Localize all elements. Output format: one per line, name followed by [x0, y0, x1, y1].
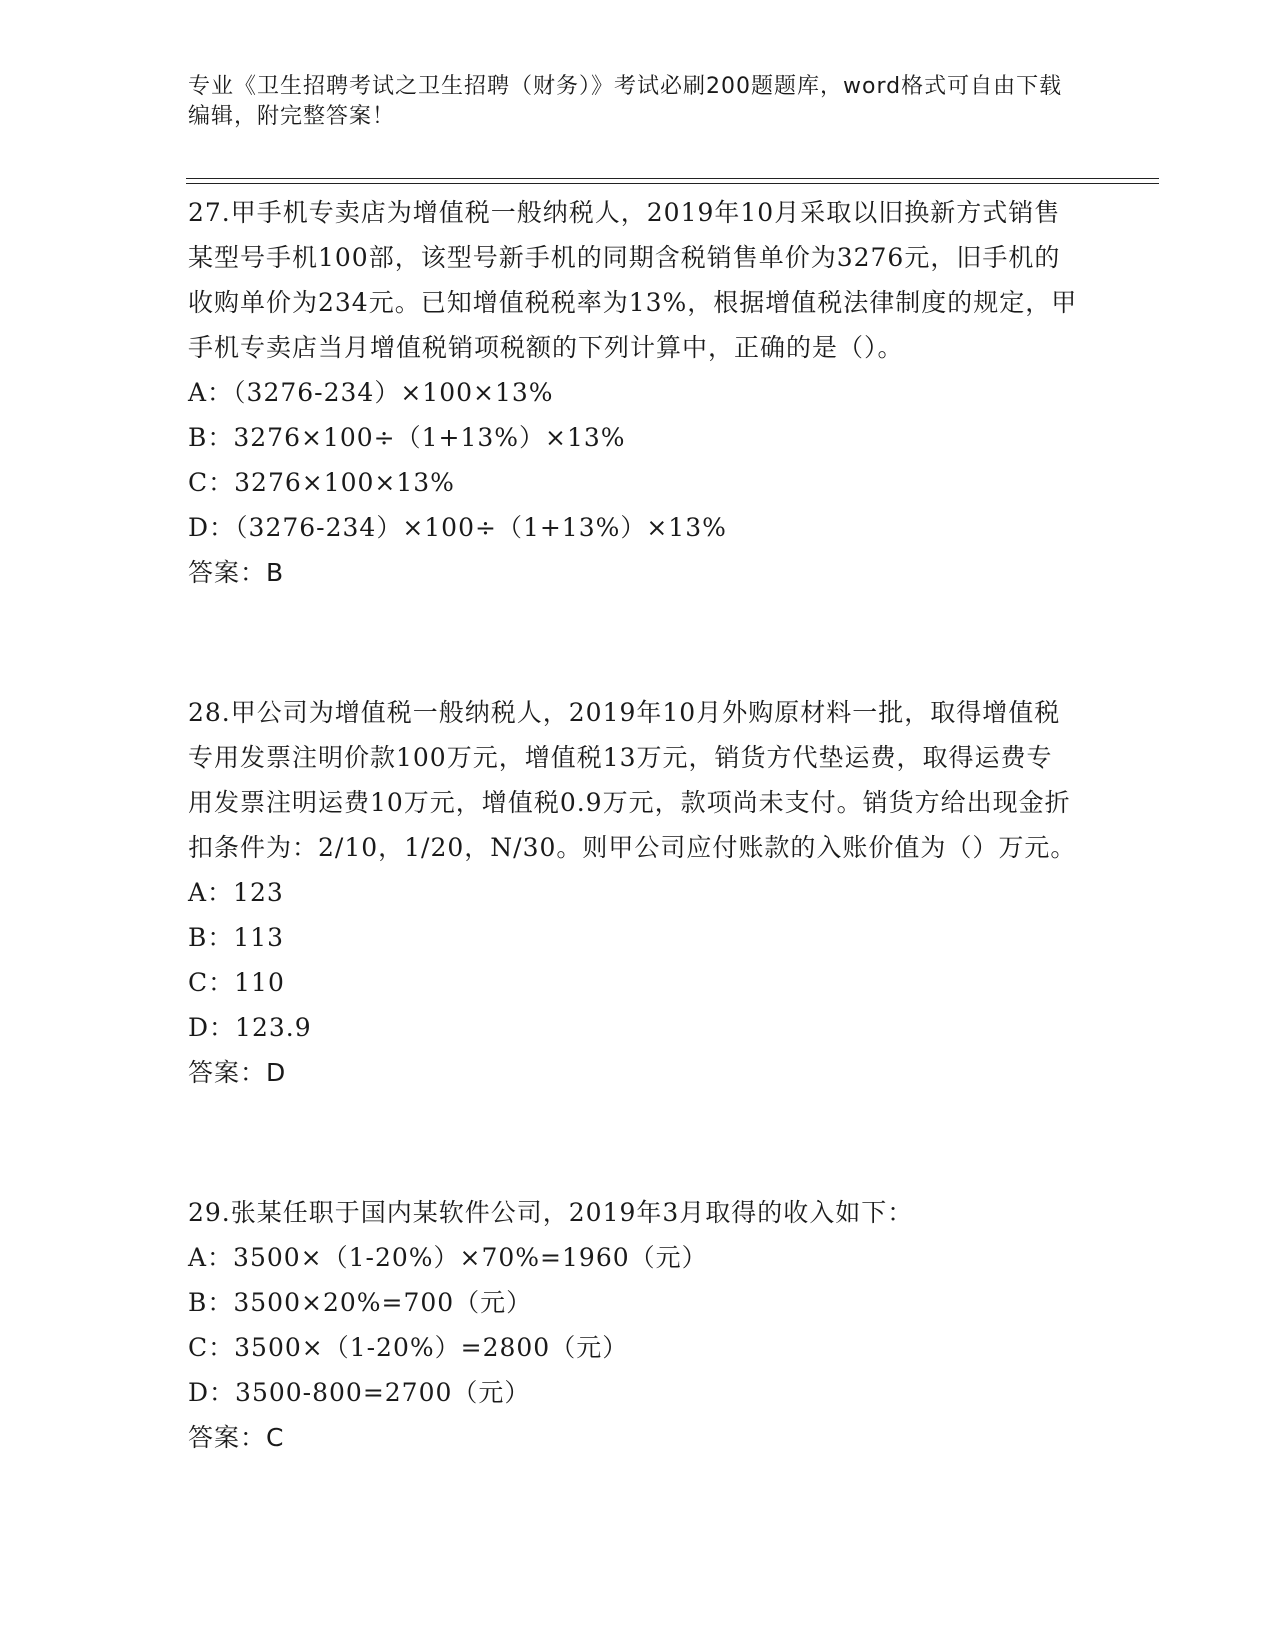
question-stem: 27.甲手机专卖店为增值税一般纳税人，2019年10月采取以旧换新方式销售某型号手机100部，该型号新手机的同期含税销售单价为3276元，旧手机的收购单价为234元。已知增值税税率为13%，根据增值税法律制度的规定，甲手机专卖店当月增值税销项税额的下列计算中，正确的是（）。 — [188, 198, 1078, 362]
answer-label: 答案：B — [188, 558, 285, 587]
header-rule-bottom — [186, 183, 1159, 184]
question-stem: 28.甲公司为增值税一般纳税人，2019年10月外购原材料一批，取得增值税专用发票注明价款100万元，增值税13万元，销货方代垫运费，取得运费专用发票注明运费10万元，增值税0.9万元，款项尚未支付。销货方给出现金折扣条件为：2/10，1/20，N/30。则甲公司应付账款的入账价值为（）万元。 — [188, 698, 1077, 862]
option-c: C：110 — [188, 968, 285, 997]
option-b: B：113 — [188, 923, 285, 952]
option-a: A：（3276-234）×100×13% — [188, 378, 554, 407]
option-b: B：3500×20%=700（元） — [188, 1288, 533, 1317]
option-d: D：3500-800=2700（元） — [188, 1378, 531, 1407]
option-d: D：（3276-234）×100÷（1+13%）×13% — [188, 513, 727, 542]
question-stem: 29.张某任职于国内某软件公司，2019年3月取得的收入如下： — [188, 1198, 914, 1227]
option-c: C：3276×100×13% — [188, 468, 455, 497]
answer-label: 答案：C — [188, 1423, 285, 1452]
question-29 — [188, 1190, 1078, 1460]
option-a: A：3500×（1-20%）×70%=1960（元） — [188, 1243, 708, 1272]
option-d: D：123.9 — [188, 1013, 312, 1042]
option-c: C：3500×（1-20%）=2800（元） — [188, 1333, 629, 1362]
question-28 — [188, 690, 1078, 1095]
question-27 — [188, 190, 1078, 595]
option-a: A：123 — [188, 878, 284, 907]
option-b: B：3276×100÷（1+13%）×13% — [188, 423, 626, 452]
header-rule-top — [186, 178, 1159, 179]
document-header: 专业《卫生招聘考试之卫生招聘（财务）》考试必刷200题题库，word格式可自由下载编辑，附完整答案！ — [188, 74, 1063, 129]
answer-label: 答案：D — [188, 1058, 287, 1087]
